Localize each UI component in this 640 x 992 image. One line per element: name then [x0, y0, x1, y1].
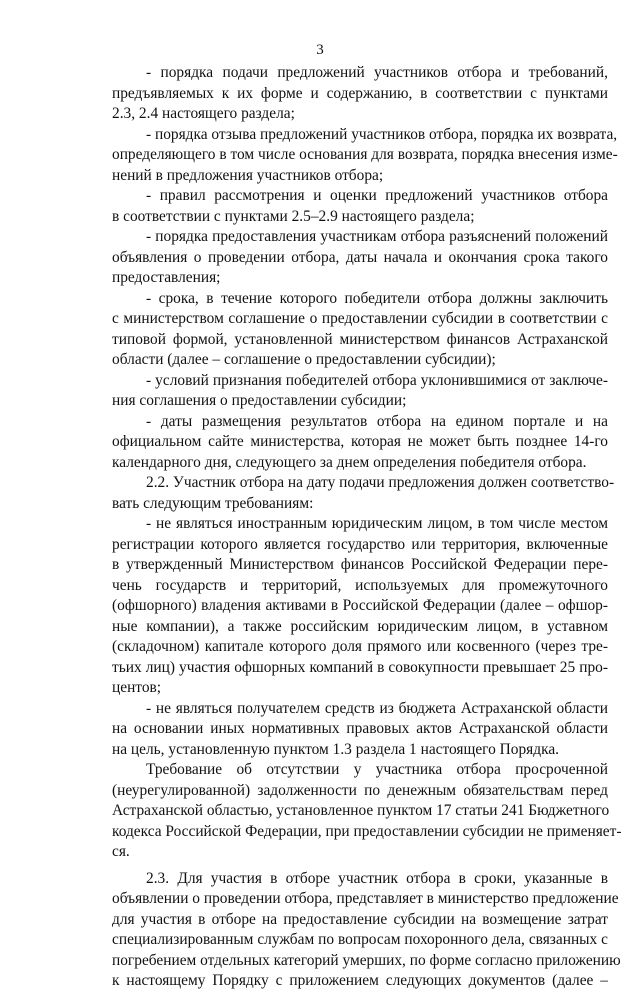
paragraph — [112, 412, 608, 474]
paragraph — [112, 125, 618, 187]
paragraph — [112, 63, 608, 125]
text-line: на основании иных нормативных правовых актов Астраханской области — [112, 720, 608, 737]
text-line: регистрации которого является государство или территория, включенные — [112, 535, 608, 553]
text-line: - правил рассмотрения и оценки предложений участников отбора — [146, 187, 608, 204]
text-line: кодекса Российской Федерации, при предоставлении субсидии не применяет- — [112, 822, 622, 840]
text-line: с министерством соглашение о предоставлении субсидии в соответствии с — [112, 310, 608, 327]
text-line: чень государств и территорий, используемых для промежуточного — [112, 576, 608, 594]
text-line: на цель, установленную пунктом 1.3 раздела 1 настоящего Порядка. — [112, 740, 559, 758]
text-line: - порядка отзыва предложений участников отбора, порядка их возврата, — [146, 125, 618, 143]
text-line: нений в предложения участников отбора; — [112, 166, 384, 184]
text-line: к настоящему Порядку с приложением следующих документов (далее – — [112, 972, 608, 989]
text-line: - срока, в течение которого победители отбора должны заключить — [146, 289, 608, 307]
paragraph — [112, 289, 608, 371]
text-line: ные компании), а также российским юридическим лицом, в уставном — [112, 617, 608, 635]
text-line: определяющего в том числе основания для возврата, порядка внесения изме- — [112, 146, 618, 163]
text-line: предъявляемых к их форме и содержанию, в соответствии с пунктами — [112, 84, 608, 102]
text-line: (неурегулированной) задолженности по денежным обязательствам перед — [112, 781, 608, 799]
text-line: области (далее – соглашение о предоставлении субсидии); — [112, 351, 496, 368]
text-line: календарного дня, следующего за днем определения победителя отбора. — [112, 453, 587, 471]
text-line: объявления о проведении отбора, даты начала и окончания срока такого — [112, 248, 608, 266]
text-line: (офшорного) владения активами в Российской Федерации (далее – офшор- — [112, 597, 608, 614]
text-line: - порядка предоставления участникам отбора разъяснений положений — [146, 228, 608, 245]
paragraph — [112, 699, 608, 761]
text-line: ся. — [112, 843, 130, 860]
text-line: - не являться получателем средств из бюджета Астраханской области — [146, 699, 608, 717]
text-line: в соответствии с пунктами 2.5–2.9 настоящего раздела; — [112, 207, 475, 225]
text-line: - порядка подачи предложений участников отбора и требований, — [146, 64, 608, 81]
paragraph — [112, 186, 608, 227]
paragraph — [112, 473, 615, 514]
text-line: предоставления; — [112, 269, 221, 286]
text-line: специализированным службам по вопросам похоронного дела, связанных с — [112, 931, 608, 948]
document-body — [112, 63, 622, 992]
paragraph — [112, 371, 608, 412]
text-line: вать следующим требованиям: — [112, 494, 314, 512]
paragraph — [112, 869, 621, 992]
text-line: для участия в отборе на предоставление субсидии на возмещение затрат — [112, 910, 608, 928]
text-line: ния соглашения о предоставлении субсидии; — [112, 392, 407, 409]
text-line: - условий признания победителей отбора уклонившимися от заключе- — [146, 371, 608, 389]
text-line: типовой формой, установленной министерством финансов Астраханской — [112, 330, 608, 348]
text-line: 2.3, 2.4 настоящего раздела; — [112, 105, 295, 122]
text-line: 2.3. Для участия в отборе участник отбора в сроки, указанные в — [146, 869, 608, 887]
paragraph — [112, 227, 608, 289]
text-line: погребением отдельных категорий умерших, по форме согласно приложению — [112, 951, 621, 969]
paragraph — [112, 760, 622, 863]
text-line: - не являться иностранным юридическим лицом, в том числе местом — [146, 515, 608, 532]
text-line: тьих лиц) участия офшорных компаний в совокупности превышает 25 про- — [112, 658, 608, 676]
page-number: 3 — [316, 42, 324, 58]
text-line: в утвержденный Министерством финансов Российской Федерации пере- — [112, 556, 608, 573]
text-line: 2.2. Участник отбора на дату подачи предложения должен соответство- — [146, 474, 615, 491]
text-line: центов; — [112, 679, 162, 696]
paragraph — [112, 514, 608, 699]
text-line: официальном сайте министерства, которая не может быть позднее 14-го — [112, 433, 608, 450]
text-line: (складочном) капитале которого доля прямого или косвенного (через тре- — [112, 638, 608, 655]
text-line: Требование об отсутствии у участника отбора просроченной — [146, 761, 608, 778]
text-line: Астраханской областью, установленное пунктом 17 статьи 241 Бюджетного — [112, 802, 610, 819]
text-line: - даты размещения результатов отбора на едином портале и на — [146, 412, 608, 430]
text-line: объявлении о проведении отбора, представляет в министерство предложение — [112, 890, 619, 907]
